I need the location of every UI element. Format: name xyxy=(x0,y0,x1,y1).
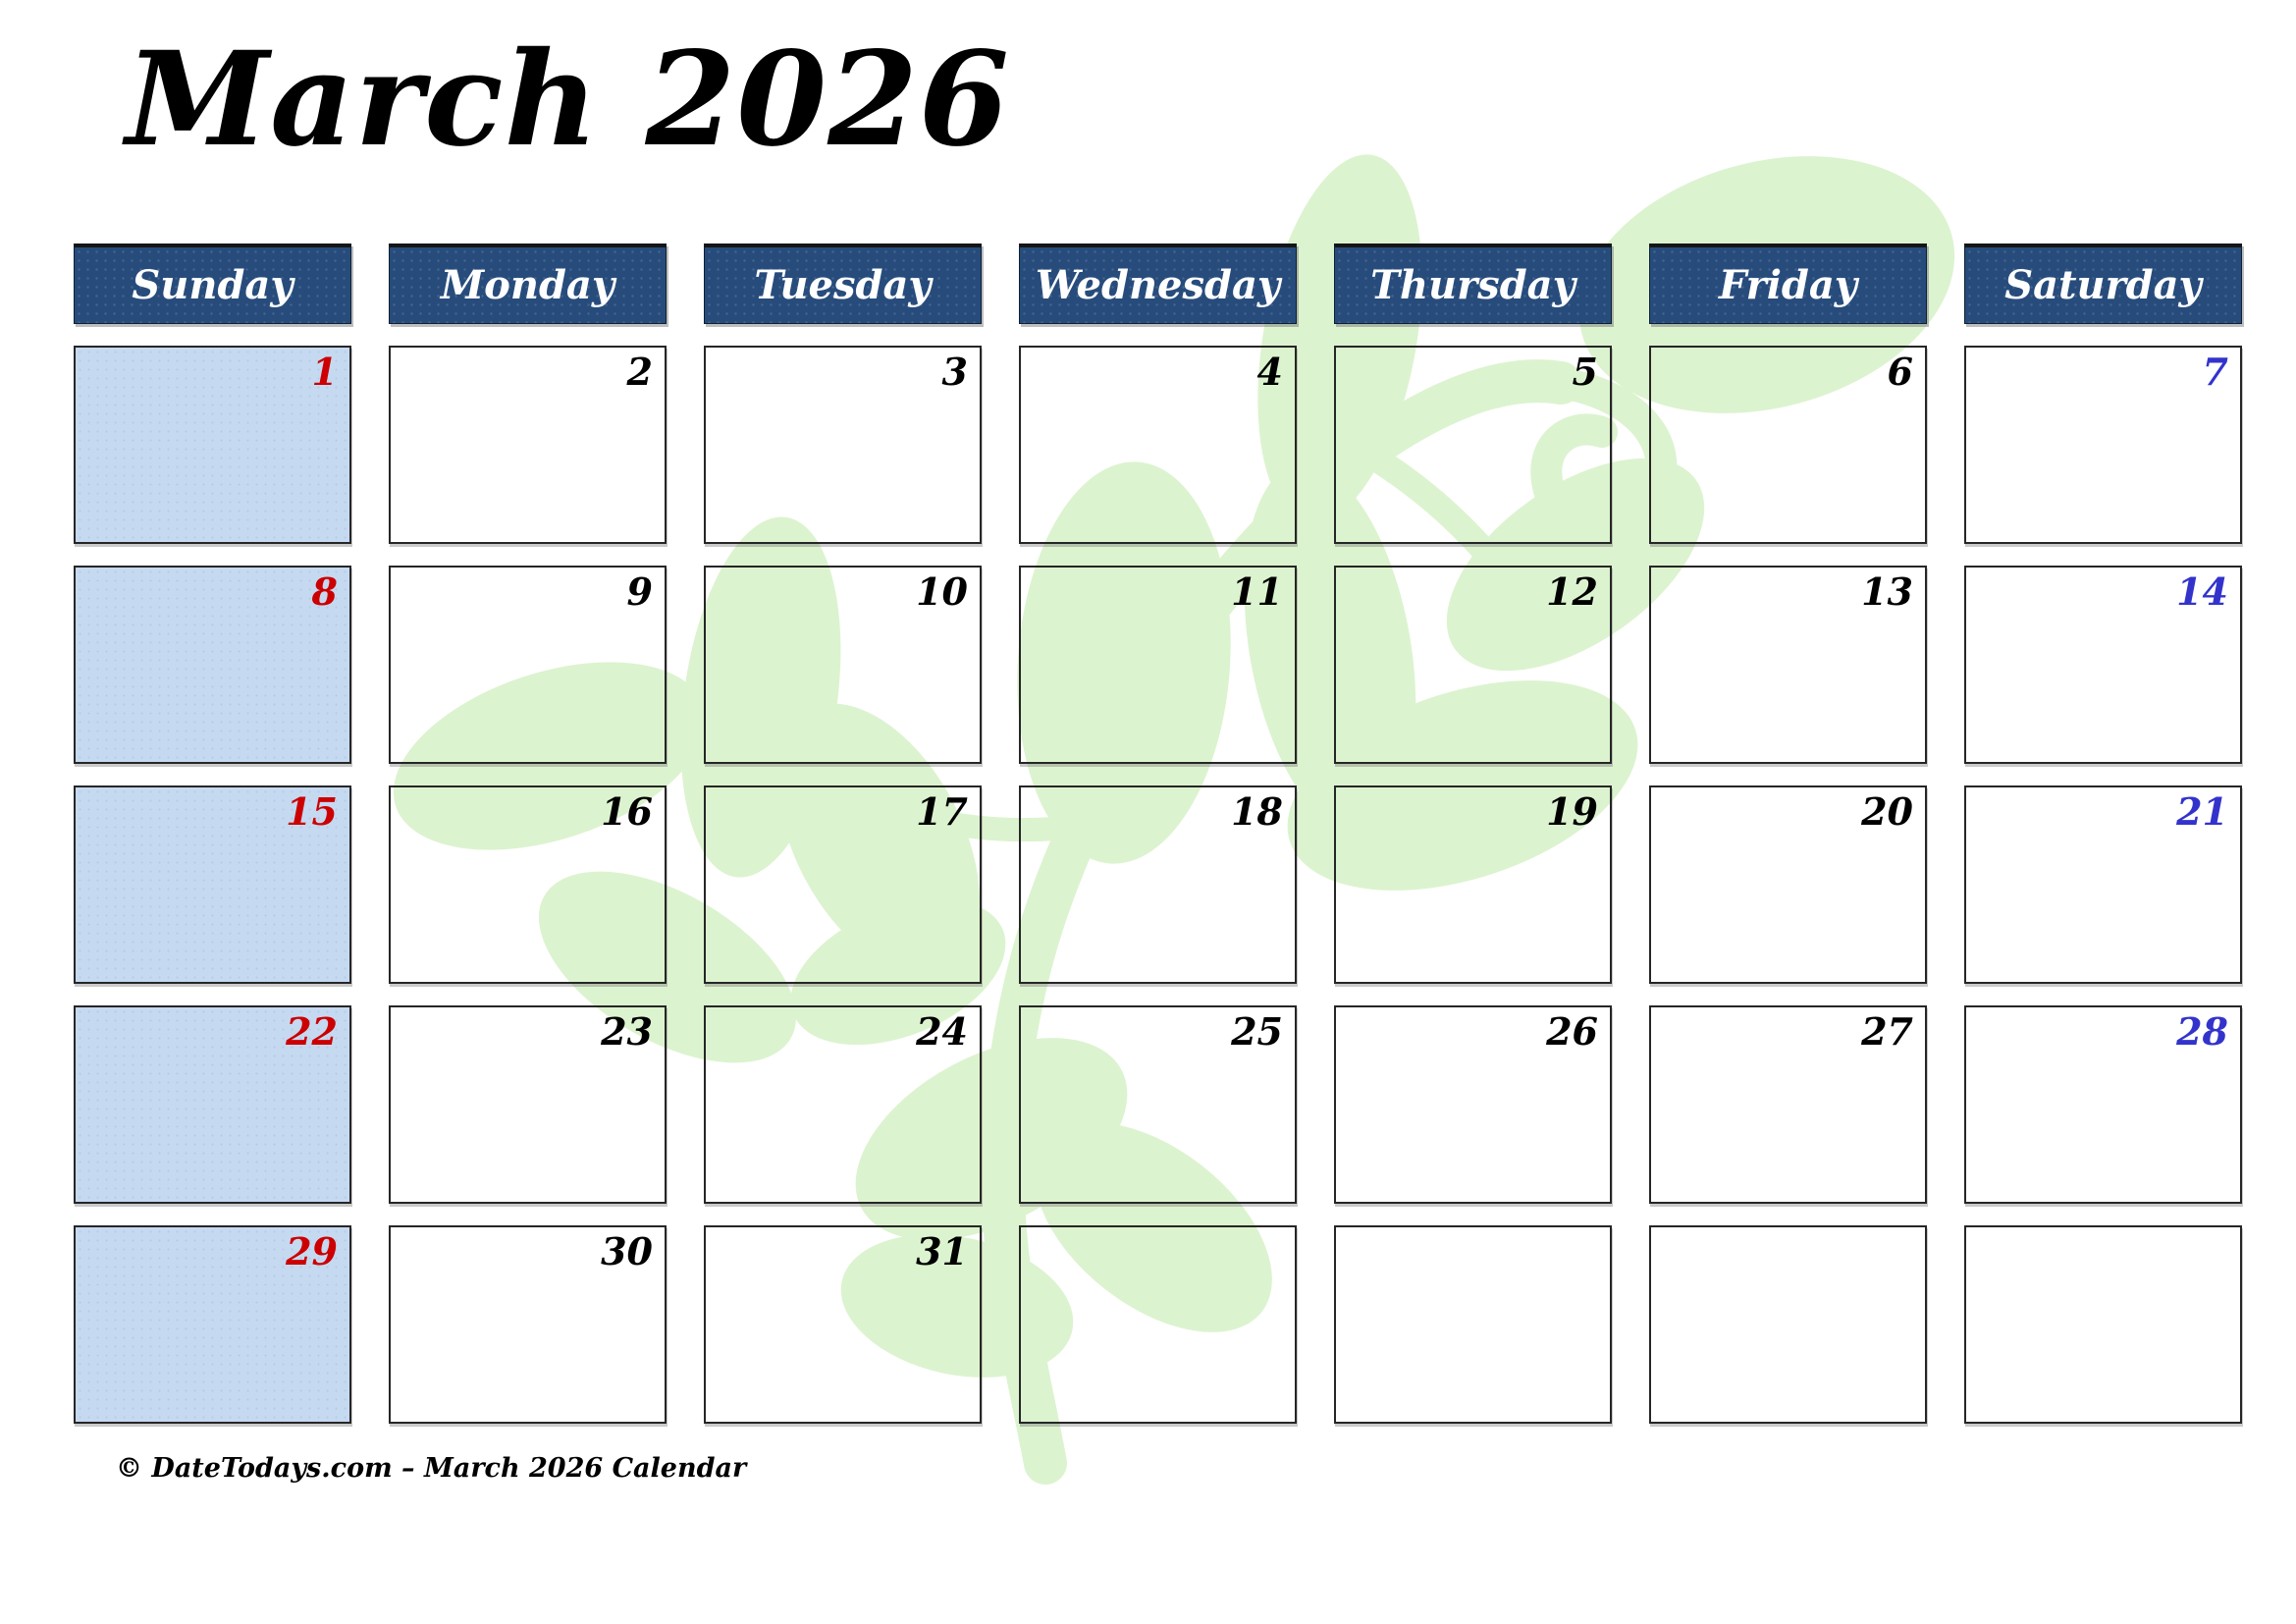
day-number: 5 xyxy=(1572,350,1598,394)
day-number: 26 xyxy=(1546,1009,1598,1054)
day-number: 4 xyxy=(1256,350,1283,394)
calendar-cell-day-24 xyxy=(704,1005,982,1204)
calendar-cell-day-9 xyxy=(389,566,667,764)
day-number: 1 xyxy=(311,350,338,394)
calendar-cell-empty xyxy=(1964,1225,2242,1424)
calendar-cell-day-6 xyxy=(1649,346,1927,544)
calendar-cell-empty xyxy=(1334,1225,1612,1424)
calendar-cell-empty xyxy=(1019,1225,1297,1424)
day-number: 12 xyxy=(1546,569,1598,614)
day-number: 7 xyxy=(2202,350,2228,394)
calendar-cell-day-27 xyxy=(1649,1005,1927,1204)
day-number: 2 xyxy=(626,350,653,394)
day-number: 14 xyxy=(2176,569,2228,614)
day-number: 13 xyxy=(1861,569,1913,614)
calendar-cell-day-16 xyxy=(389,785,667,984)
day-number: 3 xyxy=(941,350,968,394)
day-number: 22 xyxy=(286,1009,338,1054)
calendar-cell-day-31 xyxy=(704,1225,982,1424)
day-number: 25 xyxy=(1231,1009,1283,1054)
weekday-header-wednesday: Wednesday xyxy=(1019,244,1297,324)
day-number: 24 xyxy=(916,1009,968,1054)
calendar-cell-day-26 xyxy=(1334,1005,1612,1204)
day-number: 15 xyxy=(286,789,338,834)
day-number: 18 xyxy=(1231,789,1283,834)
day-number: 19 xyxy=(1546,789,1598,834)
day-number: 29 xyxy=(286,1229,338,1273)
weekday-header-friday: Friday xyxy=(1649,244,1927,324)
day-number: 11 xyxy=(1231,569,1283,614)
day-number: 9 xyxy=(626,569,653,614)
weekday-header-tuesday: Tuesday xyxy=(704,244,982,324)
day-number: 16 xyxy=(601,789,653,834)
day-number: 27 xyxy=(1861,1009,1913,1054)
calendar-cell-day-22 xyxy=(74,1005,351,1204)
weekday-header-monday: Monday xyxy=(389,244,667,324)
calendar-cell-day-13 xyxy=(1649,566,1927,764)
day-number: 28 xyxy=(2176,1009,2228,1054)
calendar-cell-day-19 xyxy=(1334,785,1612,984)
calendar-cell-day-30 xyxy=(389,1225,667,1424)
day-number: 8 xyxy=(311,569,338,614)
calendar-cell-day-4 xyxy=(1019,346,1297,544)
calendar-cell-day-15 xyxy=(74,785,351,984)
calendar-cell-day-1 xyxy=(74,346,351,544)
calendar-cell-day-14 xyxy=(1964,566,2242,764)
calendar-cell-day-17 xyxy=(704,785,982,984)
day-number: 21 xyxy=(2176,789,2228,834)
calendar-cell-day-2 xyxy=(389,346,667,544)
weekday-header-sunday: Sunday xyxy=(74,244,351,324)
calendar-cell-day-18 xyxy=(1019,785,1297,984)
calendar-cell-day-12 xyxy=(1334,566,1612,764)
calendar-cell-day-23 xyxy=(389,1005,667,1204)
calendar-grid xyxy=(74,244,2242,1424)
calendar-cell-empty xyxy=(1649,1225,1927,1424)
calendar-cell-day-8 xyxy=(74,566,351,764)
calendar-cell-day-5 xyxy=(1334,346,1612,544)
day-number: 20 xyxy=(1861,789,1913,834)
day-number: 31 xyxy=(916,1229,968,1273)
day-number: 6 xyxy=(1887,350,1913,394)
calendar-cell-day-28 xyxy=(1964,1005,2242,1204)
calendar-cell-day-10 xyxy=(704,566,982,764)
day-number: 23 xyxy=(601,1009,653,1054)
page-title: March 2026 xyxy=(126,24,1010,176)
weekday-header-saturday: Saturday xyxy=(1964,244,2242,324)
calendar-cell-day-21 xyxy=(1964,785,2242,984)
calendar-cell-day-29 xyxy=(74,1225,351,1424)
footer-credit: © DateTodays.com – March 2026 Calendar xyxy=(116,1453,747,1484)
calendar-cell-day-7 xyxy=(1964,346,2242,544)
calendar-cell-day-11 xyxy=(1019,566,1297,764)
day-number: 17 xyxy=(916,789,968,834)
calendar-cell-day-25 xyxy=(1019,1005,1297,1204)
day-number: 10 xyxy=(916,569,968,614)
weekday-header-thursday: Thursday xyxy=(1334,244,1612,324)
calendar-cell-day-20 xyxy=(1649,785,1927,984)
calendar-cell-day-3 xyxy=(704,346,982,544)
day-number: 30 xyxy=(601,1229,653,1273)
